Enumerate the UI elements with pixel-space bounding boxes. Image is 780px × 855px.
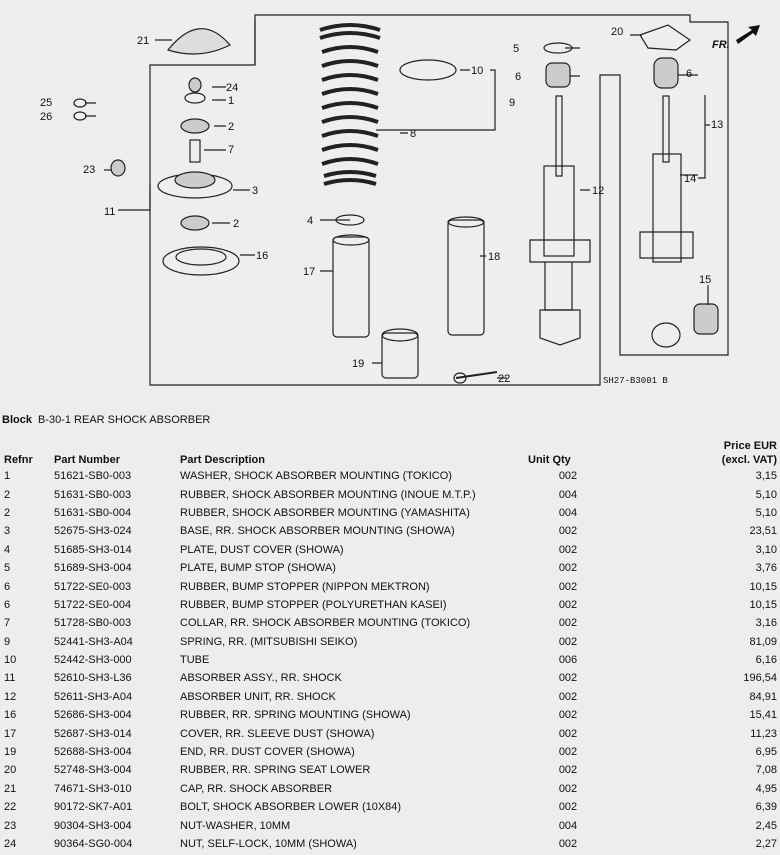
cell-description: SPRING, RR. (MITSUBISHI SEIKO) — [180, 635, 358, 648]
cell-qty: 004 — [558, 506, 578, 519]
cell-part-number: 52748-SH3-004 — [54, 764, 132, 777]
cell-price: 11,23 — [750, 727, 777, 740]
cell-price: 7,08 — [755, 764, 777, 777]
cell-qty: 002 — [558, 709, 578, 722]
cell-price: 196,54 — [743, 672, 777, 685]
cell-price: 3,10 — [755, 543, 777, 556]
table-row — [0, 780, 780, 798]
cell-qty: 002 — [558, 543, 578, 556]
table-row — [0, 504, 780, 522]
cell-description: NUT, SELF-LOCK, 10MM (SHOWA) — [180, 838, 357, 850]
cell-price: 84,91 — [749, 690, 777, 703]
cell-part-number: 51722-SE0-004 — [54, 598, 132, 611]
cell-part-number: 52686-SH3-004 — [54, 709, 132, 722]
table-row — [0, 651, 780, 669]
cell-price: 3,16 — [755, 617, 777, 630]
cell-qty: 002 — [558, 580, 578, 593]
callout-13: 13 — [711, 119, 724, 131]
cell-part-number: 51631-SB0-004 — [54, 506, 132, 519]
table-row — [0, 724, 780, 742]
callout-4: 4 — [307, 215, 314, 227]
cell-part-number: 51728-SB0-003 — [54, 617, 132, 630]
cell-price: 6,95 — [755, 746, 777, 759]
callout-22: 22 — [498, 373, 511, 385]
callout-6: 6 — [515, 71, 522, 83]
cell-qty: 002 — [558, 727, 578, 740]
callout-5: 5 — [513, 43, 520, 55]
callout-25: 25 — [40, 97, 53, 109]
table-row — [0, 816, 780, 834]
callout-10: 10 — [471, 65, 484, 77]
cell-part-number: 52442-SH3-000 — [54, 654, 132, 667]
cell-price: 3,76 — [755, 562, 777, 575]
cell-refnr: 6 — [4, 580, 11, 593]
block-title: B-30-1 REAR SHOCK ABSORBER — [37, 414, 211, 426]
cell-part-number: 51685-SH3-014 — [54, 543, 132, 556]
table-row — [0, 669, 780, 687]
col-part-number: Part Number — [54, 454, 121, 466]
cell-description: BOLT, SHOCK ABSORBER LOWER (10X84) — [180, 801, 402, 814]
cell-qty: 002 — [558, 764, 578, 777]
cell-refnr: 6 — [4, 598, 11, 611]
callout-11: 11 — [104, 206, 116, 218]
callout-18: 18 — [488, 251, 501, 263]
table-row — [0, 522, 780, 540]
col-refnr: Refnr — [4, 454, 33, 466]
cell-price: 15,41 — [749, 709, 777, 722]
cell-description: RUBBER, BUMP STOPPER (POLYURETHAN KASEI) — [180, 598, 447, 611]
cell-part-number: 52611-SH3-A04 — [54, 690, 133, 703]
cell-refnr: 1 — [4, 470, 11, 483]
cell-qty: 002 — [558, 746, 578, 759]
cell-refnr: 5 — [4, 562, 11, 575]
callout-26: 26 — [40, 111, 53, 123]
cell-refnr: 3 — [4, 525, 11, 538]
cell-description: RUBBER, RR. SPRING SEAT LOWER — [180, 764, 371, 777]
cell-refnr: 22 — [4, 801, 17, 814]
cell-description: COLLAR, RR. SHOCK ABSORBER MOUNTING (TOKICO) — [180, 617, 471, 630]
callout-3: 3 — [252, 185, 259, 197]
cell-refnr: 21 — [4, 782, 17, 795]
cell-refnr: 17 — [4, 727, 17, 740]
cell-price: 81,09 — [749, 635, 777, 648]
cell-description: WASHER, SHOCK ABSORBER MOUNTING (TOKICO) — [180, 470, 452, 483]
cell-price: 5,10 — [755, 506, 777, 519]
col-description: Part Description — [180, 454, 265, 466]
cell-description: TUBE — [180, 654, 210, 667]
cell-qty: 002 — [558, 838, 578, 850]
callout-24: 24 — [226, 82, 239, 94]
callout-19: 19 — [352, 358, 365, 370]
block-heading — [2, 414, 210, 426]
cell-description: END, RR. DUST COVER (SHOWA) — [180, 746, 355, 759]
cell-refnr: 23 — [4, 819, 17, 832]
cell-part-number: 51689-SH3-004 — [54, 562, 132, 575]
cell-part-number: 90172-SK7-A01 — [54, 801, 133, 814]
diagram-canvas — [0, 0, 780, 400]
cell-qty: 004 — [558, 488, 578, 501]
table-row — [0, 559, 780, 577]
table-row — [0, 577, 780, 595]
table-row — [0, 485, 780, 503]
cell-part-number: 52675-SH3-024 — [54, 525, 132, 538]
callout-7: 7 — [228, 144, 235, 156]
cell-qty: 002 — [558, 672, 578, 685]
callout-23: 23 — [83, 164, 96, 176]
cell-refnr: 7 — [4, 617, 11, 630]
cell-part-number: 51631-SB0-003 — [54, 488, 132, 501]
cell-qty: 002 — [558, 782, 578, 795]
cell-price: 6,16 — [755, 654, 777, 667]
col-price-line2: (excl. VAT) — [721, 454, 777, 466]
table-row — [0, 761, 780, 779]
callout-1: 1 — [228, 95, 235, 107]
cell-part-number: 51722-SE0-003 — [54, 580, 132, 593]
cell-part-number: 52610-SH3-L36 — [54, 672, 132, 685]
table-row — [0, 614, 780, 632]
cell-part-number: 52688-SH3-004 — [54, 746, 132, 759]
table-row — [0, 541, 780, 559]
callout-20: 20 — [611, 26, 624, 38]
cell-price: 2,45 — [755, 819, 777, 832]
cell-refnr: 20 — [4, 764, 17, 777]
cell-price: 3,15 — [755, 470, 777, 483]
callout-12: 12 — [592, 185, 605, 197]
cell-price: 10,15 — [749, 598, 777, 611]
callout-15: 15 — [699, 274, 712, 286]
table-row — [0, 835, 780, 853]
cell-part-number: 90304-SH3-004 — [54, 819, 132, 832]
cell-price: 23,51 — [749, 525, 777, 538]
cell-refnr: 9 — [4, 635, 11, 648]
cell-qty: 004 — [558, 819, 578, 832]
cell-qty: 002 — [558, 635, 578, 648]
cell-price: 4,95 — [755, 782, 777, 795]
cell-refnr: 2 — [4, 506, 11, 519]
callout-6b: 6 — [686, 68, 693, 80]
callout-17: 17 — [303, 266, 316, 278]
cell-price: 5,10 — [755, 488, 777, 501]
table-row — [0, 688, 780, 706]
cell-part-number: 90364-SG0-004 — [54, 838, 133, 850]
exploded-parts-diagram — [0, 0, 780, 400]
cell-qty: 002 — [558, 562, 578, 575]
cell-refnr: 12 — [4, 690, 17, 703]
cell-part-number: 51621-SB0-003 — [54, 470, 132, 483]
cell-qty: 002 — [558, 617, 578, 630]
cell-qty: 002 — [558, 525, 578, 538]
table-row — [0, 467, 780, 485]
cap-part — [168, 29, 230, 54]
cell-refnr: 11 — [4, 672, 16, 685]
cell-part-number: 74671-SH3-010 — [54, 782, 132, 795]
callout-9: 9 — [509, 97, 516, 109]
cell-refnr: 2 — [4, 488, 11, 501]
cell-description: ABSORBER UNIT, RR. SHOCK — [180, 690, 336, 703]
cell-qty: 002 — [558, 801, 578, 814]
table-row — [0, 706, 780, 724]
col-price-line1: Price EUR — [723, 440, 777, 452]
callout-21: 21 — [137, 35, 150, 47]
cell-qty: 002 — [558, 470, 578, 483]
diagram-code: SH27-B3001 B — [603, 376, 668, 386]
cell-refnr: 16 — [4, 709, 17, 722]
cell-qty: 006 — [558, 654, 578, 667]
cell-description: BASE, RR. SHOCK ABSORBER MOUNTING (SHOWA) — [180, 525, 455, 538]
table-row — [0, 743, 780, 761]
table-row — [0, 596, 780, 614]
col-qty: Unit Qty — [528, 454, 571, 466]
cell-refnr: 10 — [4, 654, 17, 667]
col-price — [612, 433, 780, 467]
cell-price: 6,39 — [755, 801, 777, 814]
cell-qty: 002 — [558, 598, 578, 611]
parts-table — [0, 433, 780, 853]
callout-16: 16 — [256, 250, 269, 262]
cell-refnr: 4 — [4, 543, 11, 556]
cell-description: COVER, RR. SLEEVE DUST (SHOWA) — [180, 727, 375, 740]
cell-description: PLATE, BUMP STOP (SHOWA) — [180, 562, 336, 575]
table-row — [0, 633, 780, 651]
callout-2b: 2 — [233, 218, 240, 230]
callout-14: 14 — [684, 173, 697, 185]
cell-description: NUT-WASHER, 10MM — [180, 819, 291, 832]
cell-description: CAP, RR. SHOCK ABSORBER — [180, 782, 333, 795]
cell-description: PLATE, DUST COVER (SHOWA) — [180, 543, 344, 556]
cell-refnr: 19 — [4, 746, 17, 759]
callout-8: 8 — [410, 128, 417, 140]
cell-description: RUBBER, RR. SPRING MOUNTING (SHOWA) — [180, 709, 411, 722]
cell-description: RUBBER, SHOCK ABSORBER MOUNTING (INOUE M.T.P.) — [180, 488, 476, 501]
cell-part-number: 52687-SH3-014 — [54, 727, 132, 740]
front-direction-arrow — [712, 25, 760, 51]
svg-text:FR.: FR. — [712, 39, 730, 51]
cell-description: ABSORBER ASSY., RR. SHOCK — [180, 672, 342, 685]
cell-price: 10,15 — [749, 580, 777, 593]
cell-price: 2,27 — [755, 838, 777, 850]
table-row — [0, 798, 780, 816]
callout-2: 2 — [228, 121, 235, 133]
cell-refnr: 24 — [4, 838, 17, 850]
cell-description: RUBBER, BUMP STOPPER (NIPPON MEKTRON) — [180, 580, 430, 593]
block-label: Block — [2, 414, 32, 426]
cell-description: RUBBER, SHOCK ABSORBER MOUNTING (YAMASHITA) — [180, 506, 470, 519]
cell-part-number: 52441-SH3-A04 — [54, 635, 133, 648]
table-header-row — [0, 433, 780, 467]
cell-qty: 002 — [558, 690, 578, 703]
